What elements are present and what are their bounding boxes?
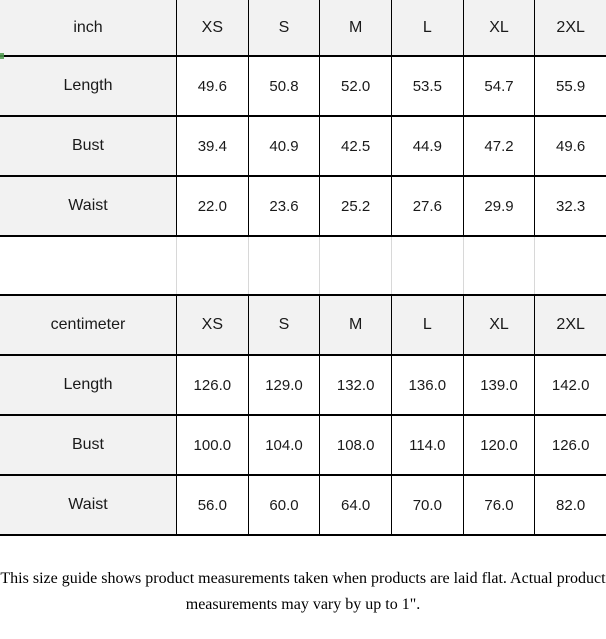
size-header-cell: L bbox=[391, 0, 463, 55]
size-header-cell: M bbox=[319, 296, 391, 354]
size-header-cell: S bbox=[248, 296, 320, 354]
value-cell: 49.6 bbox=[176, 57, 248, 115]
value-cell: 39.4 bbox=[176, 117, 248, 175]
value-cell: 52.0 bbox=[319, 57, 391, 115]
value-cell: 54.7 bbox=[463, 57, 535, 115]
value-cell: 120.0 bbox=[463, 416, 535, 474]
value-cell: 108.0 bbox=[319, 416, 391, 474]
value-cell: 32.3 bbox=[534, 177, 606, 235]
value-cell: 70.0 bbox=[391, 476, 463, 534]
value-cell: 126.0 bbox=[176, 356, 248, 414]
size-header-cell: XS bbox=[176, 296, 248, 354]
value-cell: 104.0 bbox=[248, 416, 320, 474]
spacer-cell bbox=[176, 237, 248, 294]
spacer-cell bbox=[391, 237, 463, 294]
value-cell: 114.0 bbox=[391, 416, 463, 474]
value-cell: 64.0 bbox=[319, 476, 391, 534]
value-cell: 126.0 bbox=[534, 416, 606, 474]
spacer-cell bbox=[534, 237, 606, 294]
value-cell: 42.5 bbox=[319, 117, 391, 175]
row-label-cell: Length bbox=[0, 57, 176, 115]
value-cell: 53.5 bbox=[391, 57, 463, 115]
row-label-cell: Length bbox=[0, 356, 176, 414]
disclaimer-line-1: This size guide shows product measurements taken when products are laid flat. Actual product bbox=[0, 570, 606, 587]
value-cell: 25.2 bbox=[319, 177, 391, 235]
value-cell: 55.9 bbox=[534, 57, 606, 115]
size-header-cell: XL bbox=[463, 0, 535, 55]
centimeter-header-row bbox=[0, 296, 606, 356]
size-header-cell: L bbox=[391, 296, 463, 354]
measurement-row bbox=[0, 57, 606, 117]
unit-header-cell: inch bbox=[0, 0, 176, 55]
value-cell: 76.0 bbox=[463, 476, 535, 534]
value-cell: 142.0 bbox=[534, 356, 606, 414]
measurement-row bbox=[0, 476, 606, 536]
table-spacer-row bbox=[0, 237, 606, 296]
value-cell: 47.2 bbox=[463, 117, 535, 175]
value-cell: 100.0 bbox=[176, 416, 248, 474]
unit-header-cell: centimeter bbox=[0, 296, 176, 354]
value-cell: 56.0 bbox=[176, 476, 248, 534]
value-cell: 40.9 bbox=[248, 117, 320, 175]
value-cell: 50.8 bbox=[248, 57, 320, 115]
spacer-cell bbox=[0, 237, 176, 294]
size-header-cell: XL bbox=[463, 296, 535, 354]
row-label-cell: Bust bbox=[0, 416, 176, 474]
value-cell: 49.6 bbox=[534, 117, 606, 175]
value-cell: 29.9 bbox=[463, 177, 535, 235]
spacer-cell bbox=[319, 237, 391, 294]
value-cell: 82.0 bbox=[534, 476, 606, 534]
size-header-cell: XS bbox=[176, 0, 248, 55]
row-label-cell: Bust bbox=[0, 117, 176, 175]
size-header-cell: 2XL bbox=[534, 296, 606, 354]
value-cell: 136.0 bbox=[391, 356, 463, 414]
value-cell: 139.0 bbox=[463, 356, 535, 414]
size-header-cell: 2XL bbox=[534, 0, 606, 55]
value-cell: 23.6 bbox=[248, 177, 320, 235]
disclaimer-line-2: measurements may vary by up to 1". bbox=[185, 596, 421, 613]
measurement-row bbox=[0, 416, 606, 476]
spacer-cell bbox=[463, 237, 535, 294]
screenshot-artifact-green-tick bbox=[0, 53, 4, 59]
size-header-cell: M bbox=[319, 0, 391, 55]
value-cell: 27.6 bbox=[391, 177, 463, 235]
size-guide-disclaimer bbox=[0, 566, 606, 618]
value-cell: 44.9 bbox=[391, 117, 463, 175]
row-label-cell: Waist bbox=[0, 476, 176, 534]
row-label-cell: Waist bbox=[0, 177, 176, 235]
inch-header-row bbox=[0, 0, 606, 57]
value-cell: 60.0 bbox=[248, 476, 320, 534]
measurement-row bbox=[0, 356, 606, 416]
centimeter-size-table bbox=[0, 296, 606, 536]
value-cell: 22.0 bbox=[176, 177, 248, 235]
value-cell: 132.0 bbox=[319, 356, 391, 414]
value-cell: 129.0 bbox=[248, 356, 320, 414]
measurement-row bbox=[0, 117, 606, 177]
size-header-cell: S bbox=[248, 0, 320, 55]
measurement-row bbox=[0, 177, 606, 237]
spacer-cell bbox=[248, 237, 320, 294]
inch-size-table bbox=[0, 0, 606, 237]
